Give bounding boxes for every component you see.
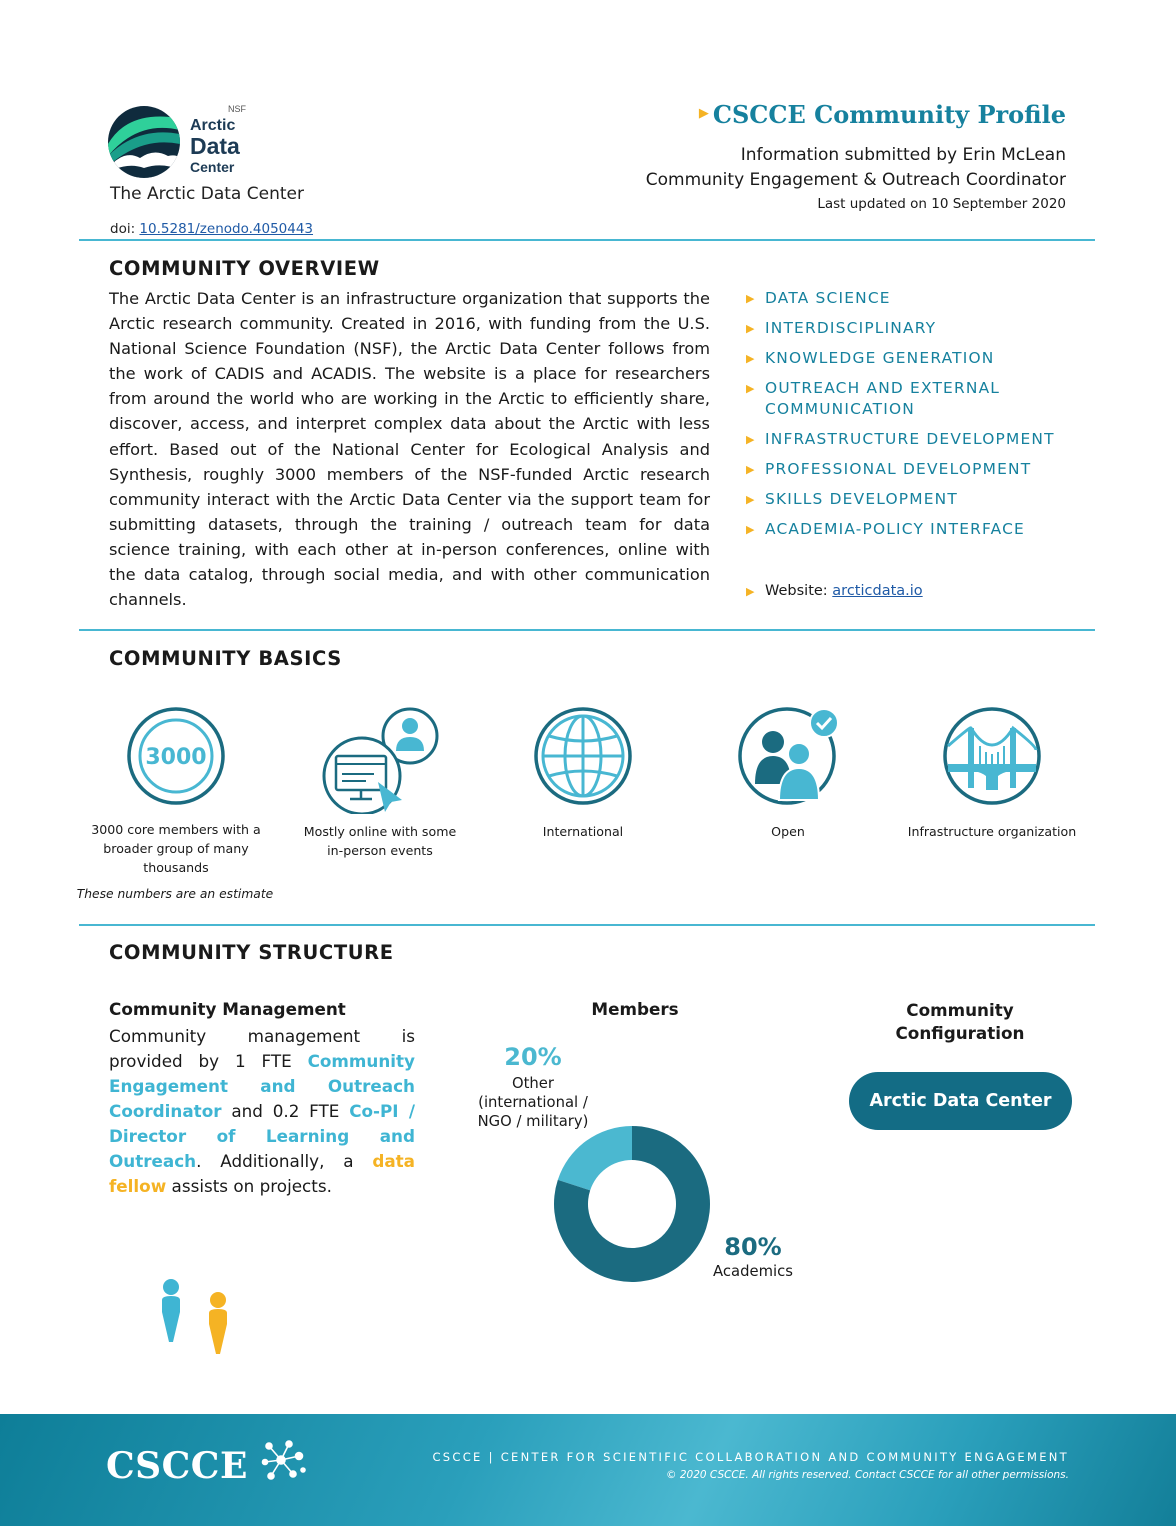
chart-category-line: NGO / military) bbox=[477, 1113, 589, 1130]
logo-line-1: Arctic bbox=[190, 117, 236, 134]
submitter-role: Community Engagement & Outreach Coordinator bbox=[645, 170, 1066, 190]
footer-org-line: CSCCE | CENTER FOR SCIENTIFIC COLLABORATION AND COMMUNITY ENGAGEMENT bbox=[432, 1450, 1069, 1464]
cscce-logo-text: CSCCE bbox=[106, 1445, 248, 1487]
chart-value-label-1: 80% bbox=[724, 1233, 782, 1261]
website-link[interactable]: arcticdata.io bbox=[832, 583, 923, 599]
chart-category-line: (international / bbox=[478, 1094, 588, 1111]
triangle-bullet-icon: ▶ bbox=[746, 292, 755, 305]
role-data-fellow: data fellow bbox=[109, 1151, 415, 1196]
divider bbox=[79, 924, 1095, 926]
logo-line-nsf: NSF bbox=[228, 104, 246, 114]
basics-title: COMMUNITY BASICS bbox=[109, 647, 342, 670]
structure-title: COMMUNITY STRUCTURE bbox=[109, 941, 394, 964]
logo-line-2: Data bbox=[190, 133, 240, 159]
triangle-bullet-icon: ▶ bbox=[746, 322, 755, 335]
profile-title bbox=[699, 100, 1066, 129]
configuration-pill: Arctic Data Center bbox=[849, 1072, 1072, 1130]
tag-item: ▶ SKILLS DEVELOPMENT bbox=[746, 490, 958, 508]
overview-text: The Arctic Data Center is an infrastructure organization that supports the Arctic research community. Created in 2016, with funding from the U.S. National Science Foundation (NSF), the Arctic Data Center follows from the work of CADIS and ACADIS. The website is a place for researchers from around the world who are working in the Arctic to efficiently share, discover, access, and interpret complex data about the Arctic with less effort. Based out of the National Center for Ecological Analysis and Synthesis, roughly 3000 members of the NSF-funded Arctic research community interact with the Arctic Data Center via the support team for submitting datasets, through the training / outreach team for data science training, with each other at in-person conferences, online with the data catalog, through social media, and with other communication channels. bbox=[109, 289, 710, 610]
basics-caption-infrastructure: Infrastructure organization bbox=[907, 824, 1077, 839]
submitted-by: Information submitted by Erin McLean bbox=[740, 145, 1066, 165]
chart-category-line: Other bbox=[511, 1075, 554, 1092]
website-label: Website: bbox=[765, 583, 833, 599]
online-events-icon bbox=[322, 704, 440, 814]
triangle-bullet-icon: ▶ bbox=[746, 382, 755, 395]
tag-item: ▶ DATA SCIENCE bbox=[746, 289, 891, 307]
logo-line-3: Center bbox=[190, 159, 235, 175]
triangle-bullet-icon: ▶ bbox=[698, 106, 709, 121]
members-count-icon bbox=[126, 706, 226, 806]
bridge-icon bbox=[942, 706, 1042, 806]
estimate-note: These numbers are an estimate bbox=[76, 887, 274, 901]
basics-caption-international: International bbox=[542, 824, 624, 839]
role-coordinator: Community Engagement and Outreach Coordinator bbox=[109, 1051, 415, 1121]
role-director: Co-PI / Director of Learning and Outreach bbox=[109, 1101, 415, 1171]
triangle-bullet-icon: ▶ bbox=[746, 352, 755, 365]
doi-link[interactable]: 10.5281/zenodo.4050443 bbox=[139, 221, 314, 237]
basics-caption-members: 3000 core members with a broader group of many thousands bbox=[91, 822, 261, 875]
globe-icon bbox=[533, 706, 633, 806]
chart-category-label-0 bbox=[462, 1074, 604, 1131]
tag-item: ▶ INTERDISCIPLINARY bbox=[746, 319, 937, 337]
network-icon bbox=[261, 1438, 307, 1482]
org-name: The Arctic Data Center bbox=[110, 184, 304, 204]
profile-title-text: CSCCE Community Profile bbox=[712, 100, 1066, 129]
management-text-part: . Additionally, a bbox=[196, 1151, 373, 1171]
tag-item: ▶ PROFESSIONAL DEVELOPMENT bbox=[746, 460, 1032, 478]
triangle-bullet-icon: ▶ bbox=[746, 463, 755, 476]
management-text-part: assists on projects. bbox=[166, 1176, 332, 1196]
footer-copyright: © 2020 CSCCE. All rights reserved. Contact CSCCE for all other permissions. bbox=[666, 1469, 1069, 1481]
tag-item: ▶ INFRASTRUCTURE DEVELOPMENT bbox=[746, 430, 1055, 448]
tag-item: ▶ ACADEMIA-POLICY INTERFACE bbox=[746, 520, 1025, 538]
management-text-part: Community management is provided by 1 FTE bbox=[109, 1026, 415, 1071]
members-title: Members bbox=[591, 999, 679, 1019]
chart-value-label-0: 20% bbox=[504, 1043, 562, 1071]
arctic-data-center-logo bbox=[108, 104, 258, 180]
open-community-icon bbox=[737, 706, 843, 806]
chart-category-label-1: Academics bbox=[713, 1263, 793, 1280]
people-figures-icon bbox=[158, 1278, 230, 1358]
management-title: Community Management bbox=[109, 999, 346, 1019]
doi bbox=[110, 221, 313, 237]
divider bbox=[79, 629, 1095, 631]
donut-slice-0 bbox=[558, 1126, 632, 1190]
cscce-logo bbox=[106, 1438, 307, 1487]
tag-list bbox=[746, 288, 1086, 549]
tag-item: ▶ OUTREACH AND EXTERNAL COMMUNICATION bbox=[746, 379, 1001, 418]
triangle-bullet-icon: ▶ bbox=[746, 523, 755, 536]
divider bbox=[79, 239, 1095, 241]
submitted-by-block bbox=[646, 143, 1066, 193]
management-text bbox=[109, 1024, 415, 1199]
last-updated: Last updated on 10 September 2020 bbox=[817, 196, 1066, 212]
website bbox=[746, 583, 923, 599]
basics-caption-open: Open bbox=[771, 824, 805, 839]
doi-label: doi: bbox=[110, 221, 140, 237]
members-number: 3000 bbox=[145, 745, 207, 770]
triangle-bullet-icon: ▶ bbox=[746, 493, 755, 506]
configuration-title: Community Configuration bbox=[895, 1000, 1025, 1043]
management-text-part: and 0.2 FTE bbox=[221, 1101, 350, 1121]
triangle-bullet-icon: ▶ bbox=[746, 433, 755, 446]
overview-title: COMMUNITY OVERVIEW bbox=[109, 257, 380, 280]
tag-item: ▶ KNOWLEDGE GENERATION bbox=[746, 349, 995, 367]
triangle-bullet-icon: ▶ bbox=[746, 585, 755, 598]
members-donut-chart bbox=[552, 1124, 712, 1284]
basics-caption-online: Mostly online with some in-person events bbox=[303, 824, 457, 858]
